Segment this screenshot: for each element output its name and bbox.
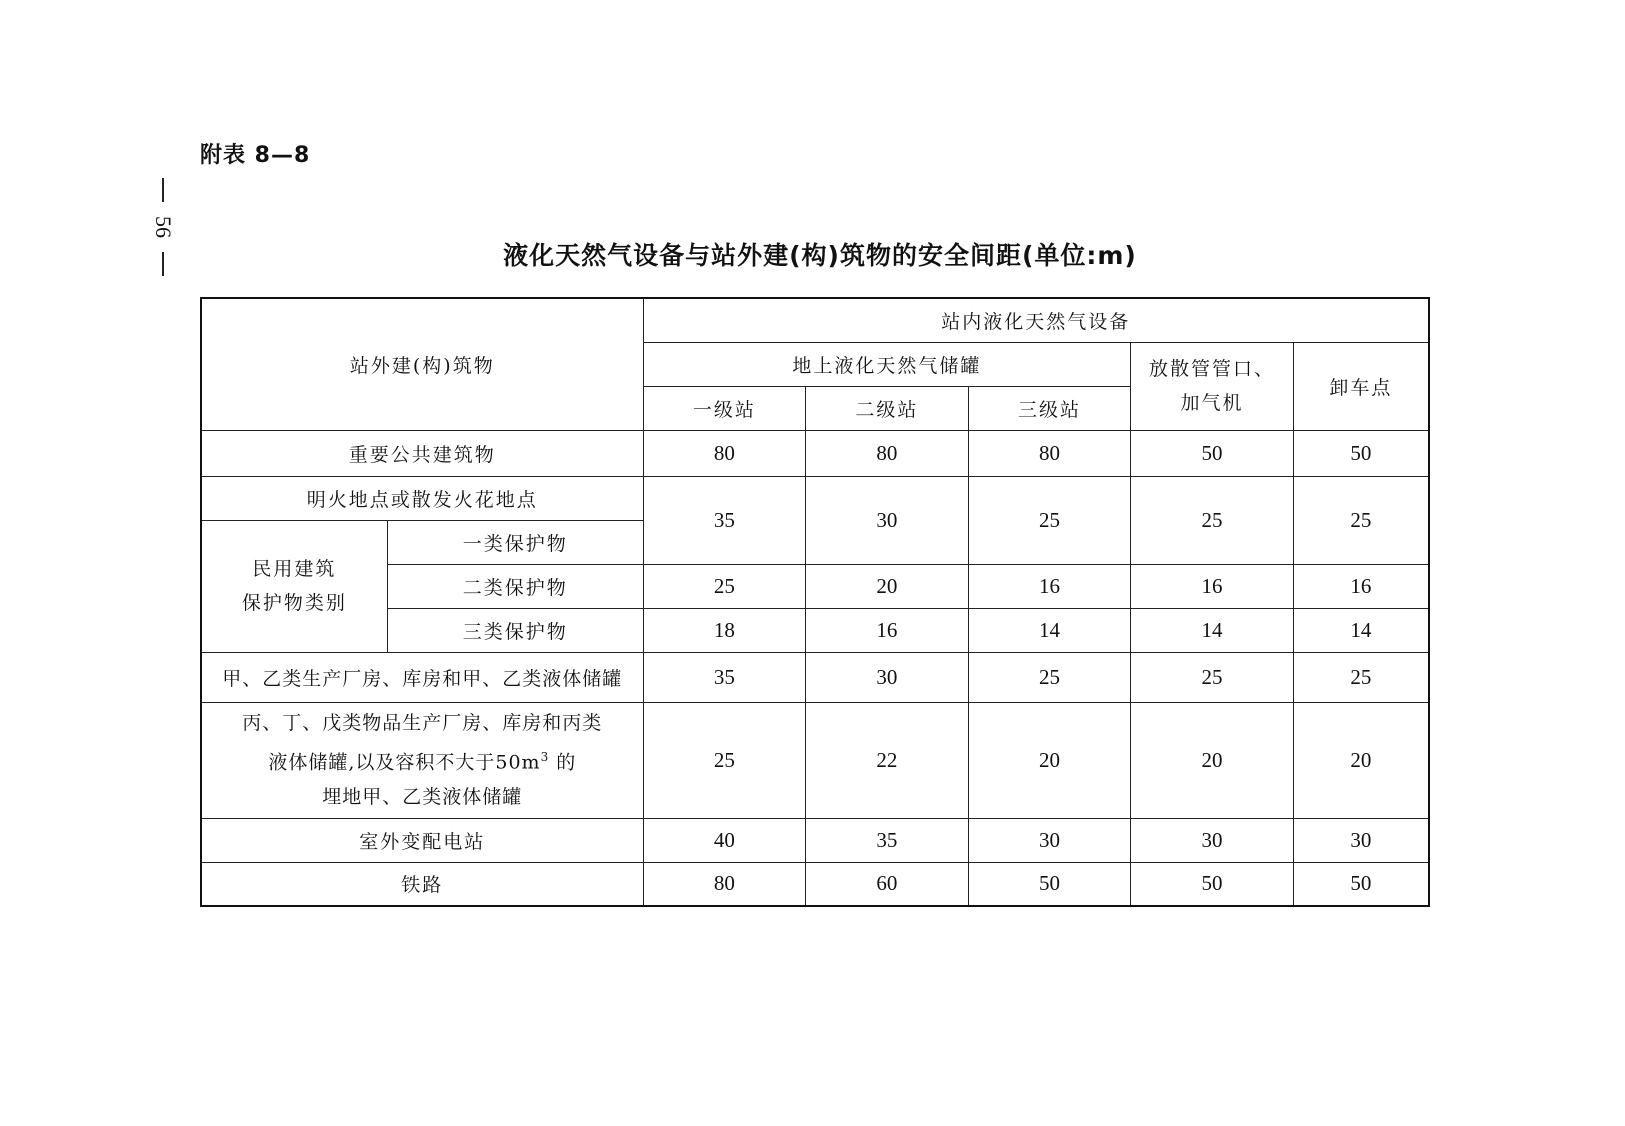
table-title: 液化天然气设备与站外建(构)筑物的安全间距(单位:m) — [503, 241, 1137, 270]
cell-value: 80 — [806, 430, 969, 476]
table-row-class-c-d-e — [201, 702, 1429, 818]
row-label — [201, 702, 643, 818]
cell-value: 14 — [1131, 608, 1294, 652]
bing-line3: 埋地甲、乙类液体储罐 — [322, 785, 523, 808]
cell-value: 50 — [968, 862, 1131, 906]
header-row-1 — [201, 298, 1429, 342]
table-label: 附表 8—8 — [200, 143, 311, 168]
cell-value: 25 — [643, 702, 806, 818]
civil-line2: 保护物类别 — [241, 592, 347, 614]
cell-value: 40 — [643, 818, 806, 862]
cell-value: 20 — [1131, 702, 1294, 818]
cell-value: 18 — [643, 608, 806, 652]
bing-line2-sup: 3 — [540, 750, 550, 765]
bing-line2 — [206, 740, 639, 779]
table-row-open-fire — [201, 476, 1429, 520]
table-row-substation — [201, 818, 1429, 862]
bing-line2-pre: 液体储罐,以及容积不大于50m — [268, 751, 541, 774]
header-grade-1: 一级站 — [643, 386, 806, 430]
cell-value: 30 — [1293, 818, 1429, 862]
cell-value: 16 — [806, 608, 969, 652]
header-equipment-group: 站内液化天然气设备 — [643, 298, 1429, 342]
cell-value: 25 — [1293, 476, 1429, 564]
cell-value: 35 — [643, 476, 806, 564]
table-row-public-buildings — [201, 430, 1429, 476]
table-row-class-a-b — [201, 652, 1429, 702]
cell-value: 30 — [1131, 818, 1294, 862]
cell-value: 25 — [968, 652, 1131, 702]
row-label-class1: 一类保护物 — [387, 520, 643, 564]
header-vent-line2: 加气机 — [1180, 392, 1244, 414]
row-label: 铁路 — [201, 862, 643, 906]
header-tanks-group: 地上液化天然气储罐 — [643, 342, 1131, 386]
row-label: 明火地点或散发火花地点 — [201, 476, 643, 520]
bing-line2-post: 的 — [549, 751, 577, 774]
cell-value: 22 — [806, 702, 969, 818]
cell-value: 60 — [806, 862, 969, 906]
cell-value: 20 — [806, 564, 969, 608]
cell-value: 14 — [968, 608, 1131, 652]
row-label-class2: 二类保护物 — [387, 564, 643, 608]
table-row-railway — [201, 862, 1429, 906]
cell-value: 25 — [1131, 652, 1294, 702]
cell-value: 25 — [1293, 652, 1429, 702]
cell-value: 30 — [968, 818, 1131, 862]
cell-value: 80 — [643, 862, 806, 906]
cell-value: 50 — [1293, 862, 1429, 906]
page-number-dash-bottom — [162, 252, 164, 276]
row-label-civil-buildings — [201, 520, 387, 652]
header-row-label: 站外建(构)筑物 — [201, 298, 643, 430]
cell-value: 30 — [806, 476, 969, 564]
safety-distance-table — [200, 297, 1430, 907]
cell-value: 25 — [1131, 476, 1294, 564]
row-label: 室外变配电站 — [201, 818, 643, 862]
bing-line1: 丙、丁、戊类物品生产厂房、库房和丙类 — [242, 712, 603, 735]
page-number — [148, 178, 178, 288]
cell-value: 16 — [968, 564, 1131, 608]
cell-value: 16 — [1131, 564, 1294, 608]
header-vent-dispenser — [1131, 342, 1294, 430]
cell-value: 14 — [1293, 608, 1429, 652]
cell-value: 30 — [806, 652, 969, 702]
cell-value: 80 — [643, 430, 806, 476]
header-vent-line1: 放散管管口、 — [1149, 358, 1276, 380]
cell-value: 25 — [968, 476, 1131, 564]
row-label: 重要公共建筑物 — [201, 430, 643, 476]
cell-value: 35 — [806, 818, 969, 862]
page-number-text: 56 — [151, 216, 176, 238]
cell-value: 25 — [643, 564, 806, 608]
row-label-class3: 三类保护物 — [387, 608, 643, 652]
cell-value: 20 — [1293, 702, 1429, 818]
header-grade-2: 二级站 — [806, 386, 969, 430]
cell-value: 50 — [1131, 862, 1294, 906]
row-label: 甲、乙类生产厂房、库房和甲、乙类液体储罐 — [201, 652, 643, 702]
cell-value: 16 — [1293, 564, 1429, 608]
cell-value: 20 — [968, 702, 1131, 818]
cell-value: 50 — [1131, 430, 1294, 476]
header-grade-3: 三级站 — [968, 386, 1131, 430]
page-number-dash-top — [162, 178, 164, 202]
cell-value: 50 — [1293, 430, 1429, 476]
header-unloading-point: 卸车点 — [1293, 342, 1429, 430]
cell-value: 35 — [643, 652, 806, 702]
civil-line1: 民用建筑 — [252, 558, 337, 580]
cell-value: 80 — [968, 430, 1131, 476]
